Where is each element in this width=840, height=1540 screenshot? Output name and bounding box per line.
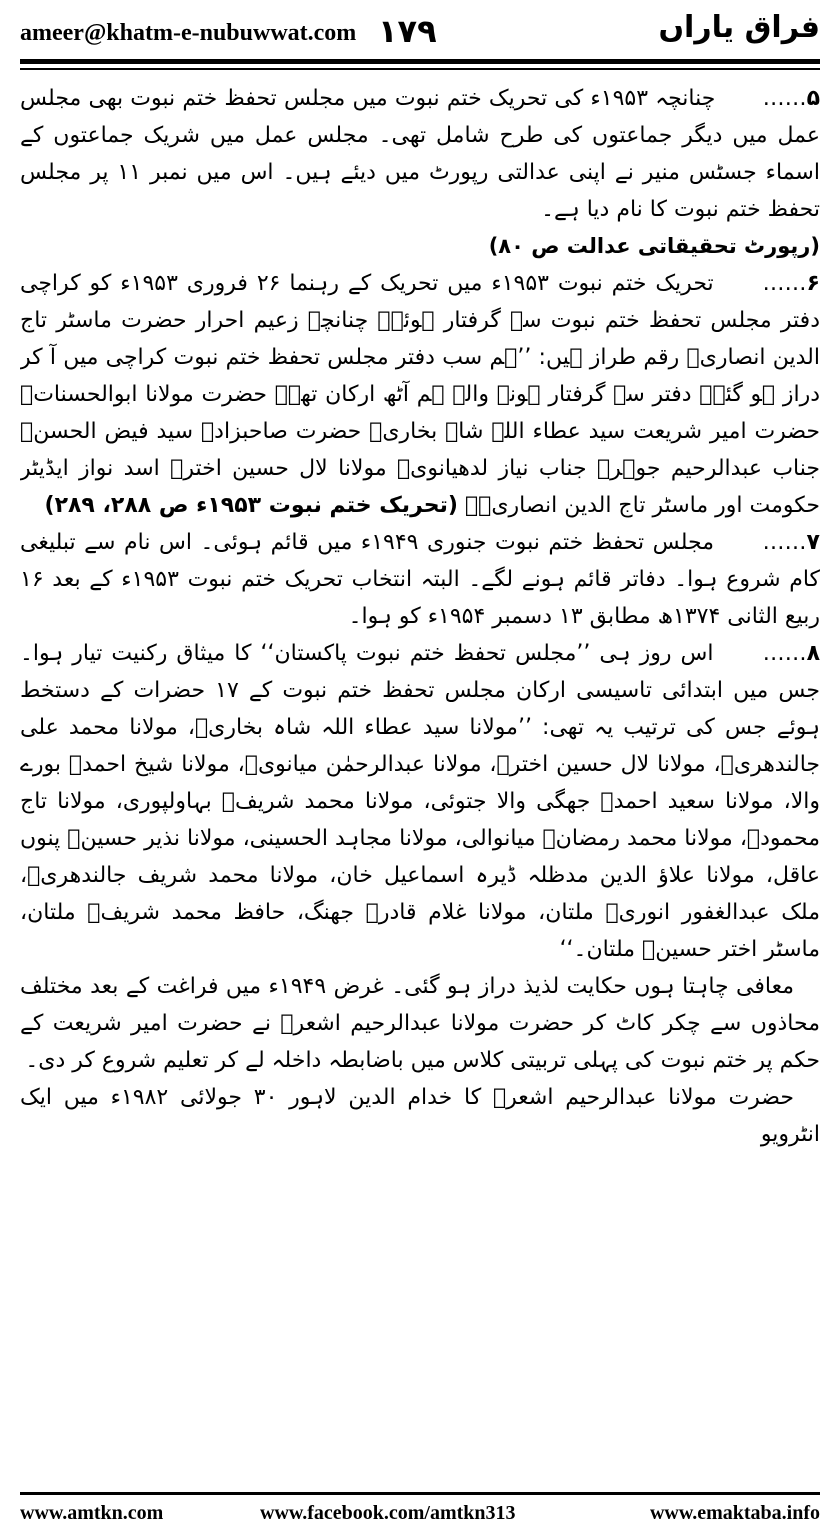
paragraph-dots: …… [762,530,807,555]
paragraph-dots: …… [762,641,807,666]
header-rule-thin [20,68,820,70]
paragraph-text: تحریک ختم نبوت ۱۹۵۳ء میں تحریک کے رہنما ۲۶ فروری ۱۹۵۳ء کو کراچی دفتر مجلس تحفظ ختم نبوت سے گرفتار ہوئے۔ چنانچہ زعیم احرار حضرت ماسٹر تاج الدین انصاریؒ رقم طراز ہیں: ’’ہم سب دفتر مجلس تحفظ ختم نبوت کراچی میں آ کر دراز ہو گئے۔ دفتر سے گرفتار ہونے والے ہم آٹھ ارکان تھے۔ حضرت مولانا ابوالحسناتؒ حضرت امیر شریعت سید عطاء اللہ شاہ بخاریؒ حضرت صاحبزادہ سید فیض الحسنؒ جناب عبدالرحیم جوہرؒ جناب نیاز لدھیانویؒ مولانا لال حسین اخترؒ اسد نواز ایڈیٹر حکومت اور ماسٹر تاج الدین انصاریؒ۔ [20,271,820,518]
reference-6: (تحریک ختم نبوت ۱۹۵۳ء ص ۲۸۸، ۲۸۹) [44,493,458,518]
page-body [20,80,820,1480]
book-title: فراق یاراں [658,10,820,45]
footer-rule [20,1492,820,1495]
paragraph-5 [20,80,820,228]
page-number: ۱۷۹ [378,12,437,50]
paragraph-dots: …… [762,271,807,296]
paragraph-number: ۶ [806,271,820,296]
paragraph-number: ۸ [806,641,820,666]
page-footer [20,1502,820,1532]
paragraph-text: اس روز ہی ’’مجلس تحفظ ختم نبوت پاکستان‘‘ کا میثاق رکنیت تیار ہوا۔ جس میں ابتدائی تاسیسی ارکان مجلس تحفظ ختم نبوت کے ۱۷ حضرات کے دستخط ہوئے جس کی ترتیب یہ تھی: ’’مولانا سید عطاء اللہ شاہ بخاریؒ، مولانا محمد علی جالندھریؒ، مولانا لال حسین اخترؒ، مولانا عبدالرحمٰن میانویؒ، مولانا شیخ احمدؒ بورے والا، مولانا سعید احمدؒ جھگی والا جتوئی، مولانا محمد شریفؒ بہاولپوری، مولانا تاج محمودؒ، مولانا محمد رمضانؒ میانوالی، مولانا مجاہد الحسینی، مولانا نذیر حسینؒ پنوں عاقل، مولانا علاؤ الدین مدظلہ ڈیرہ اسماعیل خان، مولانا محمد شریف جالندھریؒ، ملک عبدالغفور انوریؒ ملتان، مولانا غلام قادرؒ جھنگ، حافظ محمد شریفؒ ملتان، ماسٹر اختر حسینؒ ملتان۔‘‘ [20,641,820,962]
page-header [0,0,840,66]
paragraph-6 [20,265,820,524]
paragraph-text: چنانچہ ۱۹۵۳ء کی تحریک ختم نبوت میں مجلس تحفظ ختم نبوت بھی مجلس عمل میں دیگر جماعتوں کی طرح شامل تھی۔ مجلس عمل میں شریک جماعتوں کے اسماء جسٹس منیر نے اپنی عدالتی رپورٹ میں دیئے ہیں۔ اس میں نمبر ۱۱ پر مجلس تحفظ ختم نبوت کا نام دیا ہے۔ [20,86,820,222]
paragraph-dots: …… [762,86,807,111]
paragraph-9 [20,968,820,1079]
paragraph-number: ۵ [806,86,820,111]
paragraph-text: معافی چاہتا ہوں حکایت لذیذ دراز ہو گئی۔ غرض ۱۹۴۹ء میں فراغت کے بعد مختلف محاذوں سے چکر کاٹ کر حضرت مولانا عبدالرحیم اشعرؒ نے حضرت امیر شریعت کے حکم پر ختم نبوت کی پہلی تربیتی کلاس میں باضابطہ داخلہ لے کر تعلیم شروع کر دی۔ [20,974,820,1073]
footer-link-emaktaba[interactable]: www.emaktaba.info [649,1502,820,1524]
paragraph-10 [20,1079,820,1153]
paragraph-text: حضرت مولانا عبدالرحیم اشعرؒ کا خدام الدین لاہور ۳۰ جولائی ۱۹۸۲ء میں ایک انٹرویو [20,1085,820,1147]
reference-5: (رپورٹ تحقیقاتی عدالت ص ۸۰) [488,234,820,258]
header-rule-thick [20,59,820,64]
header-email: ameer@khatm-e-nubuwwat.com [20,20,357,46]
paragraph-7 [20,524,820,635]
paragraph-text: مجلس تحفظ ختم نبوت جنوری ۱۹۴۹ء میں قائم ہوئی۔ اس نام سے تبلیغی کام شروع ہوا۔ دفاتر قائم ہونے لگے۔ البتہ انتخاب تحریک ختم نبوت ۱۹۵۳ء کے بعد ۱۶ ربیع الثانی ۱۳۷۴ھ مطابق ۱۳ دسمبر ۱۹۵۴ء کو ہوا۔ [20,530,820,629]
paragraph-number: ۷ [806,530,820,555]
footer-link-amtkn[interactable]: www.amtkn.com [20,1502,164,1524]
footer-link-facebook[interactable]: www.facebook.com/amtkn313 [260,1502,516,1524]
paragraph-8 [20,635,820,968]
